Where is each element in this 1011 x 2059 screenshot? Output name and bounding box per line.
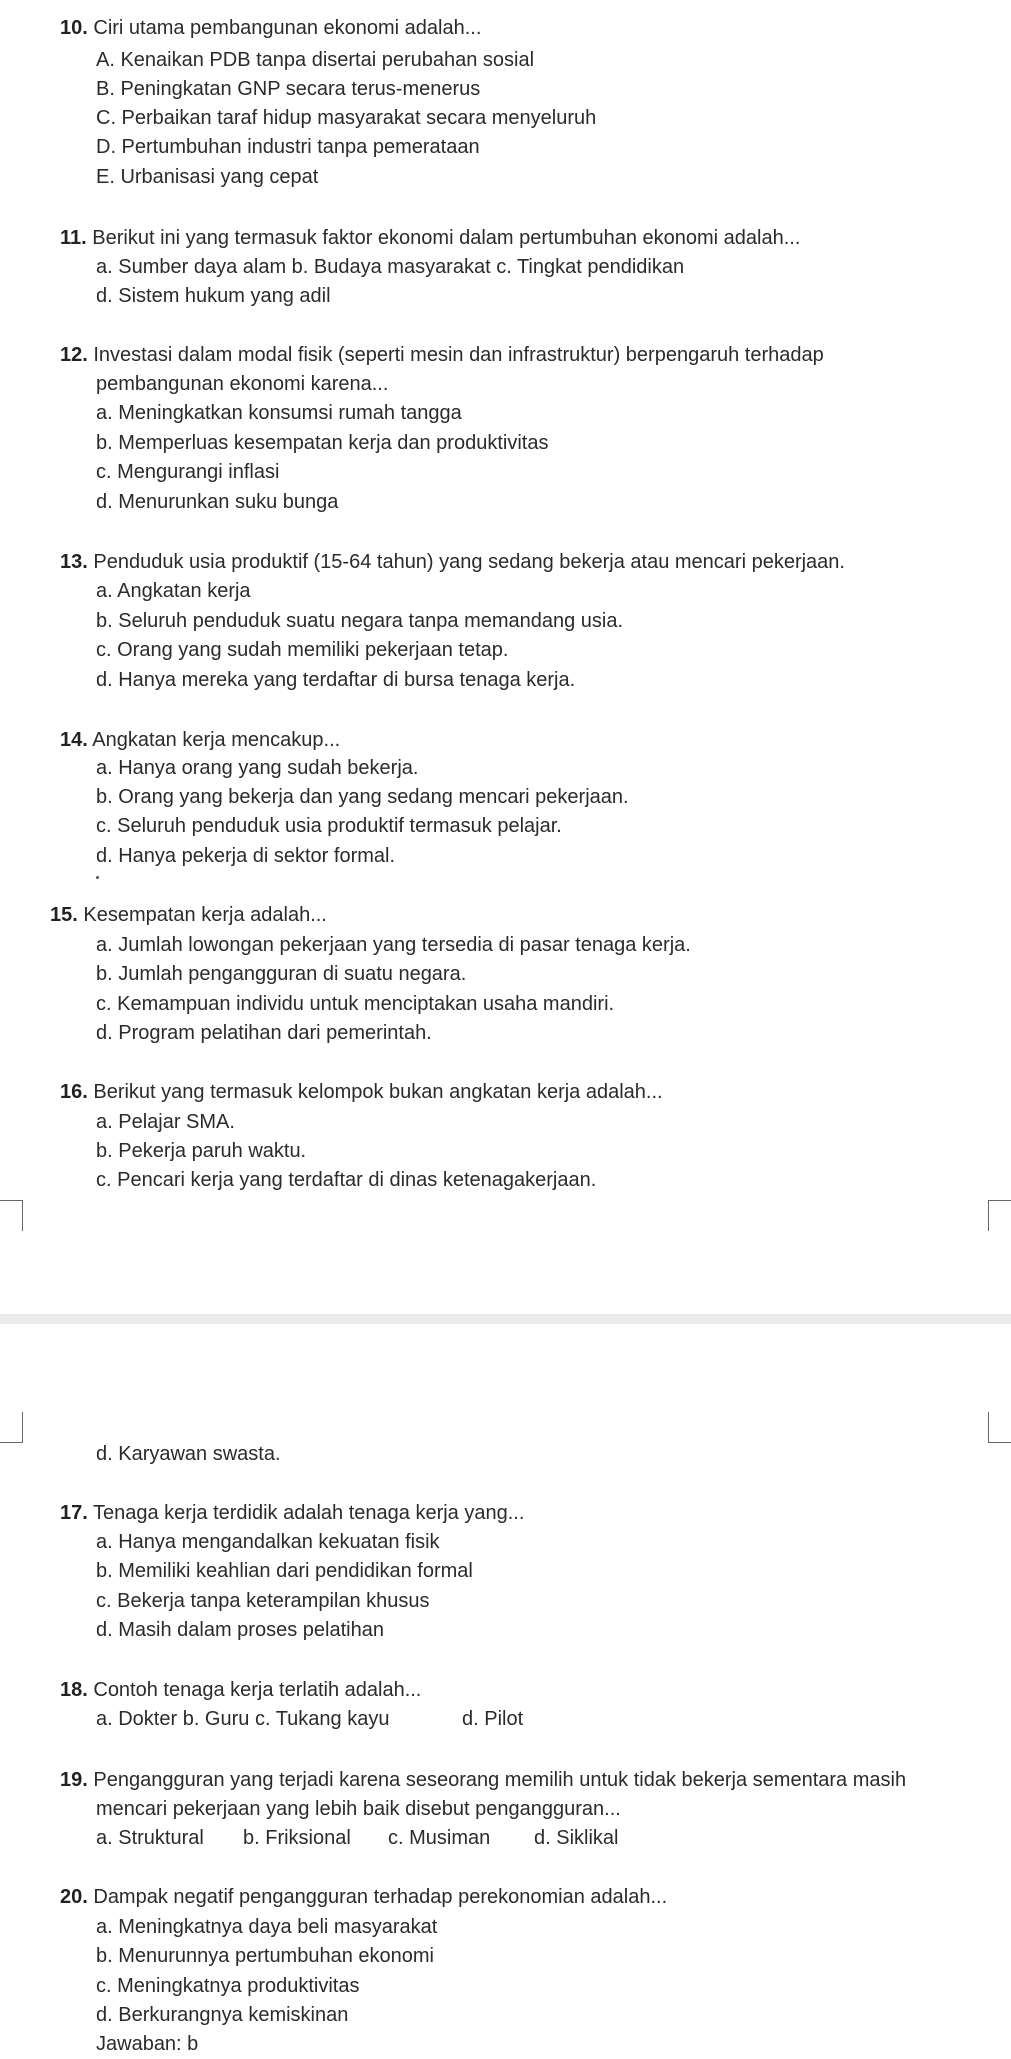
crop-mark-bottom-left (0, 1412, 23, 1443)
option-18-d: d. Pilot (462, 1708, 524, 1730)
option-17-a: a. Hanya mengandalkan kekuatan fisik (96, 1531, 440, 1553)
question-text: Ciri utama pembangunan ekonomi adalah... (87, 17, 482, 39)
stray-dot (96, 876, 99, 879)
option-13-c: c. Orang yang sudah memiliki pekerjaan tetap. (96, 639, 509, 661)
option-14-d: d. Hanya pekerja di sektor formal. (96, 845, 396, 867)
option-13-d: d. Hanya mereka yang terdaftar di bursa tenaga kerja. (96, 669, 576, 691)
option-10-e: E. Urbanisasi yang cepat (96, 166, 319, 188)
question-text: Investasi dalam modal fisik (seperti mesin dan infrastruktur) berpengaruh terhadap (87, 344, 824, 366)
question-11 (60, 224, 800, 253)
option-18-abc: a. Dokter b. Guru c. Tukang kayu (96, 1708, 390, 1730)
option-15-b: b. Jumlah pengangguran di suatu negara. (96, 963, 467, 985)
option-12-a: a. Meningkatkan konsumsi rumah tangga (96, 402, 462, 424)
option-20-d: d. Berkurangnya kemiskinan (96, 2004, 349, 2026)
crop-mark-bottom-right (988, 1412, 1011, 1443)
question-17 (60, 1499, 524, 1528)
option-17-c: c. Bekerja tanpa keterampilan khusus (96, 1590, 430, 1612)
question-20 (60, 1883, 667, 1912)
option-17-b: b. Memiliki keahlian dari pendidikan formal (96, 1560, 473, 1582)
question-14 (60, 726, 340, 755)
option-10-d: D. Pertumbuhan industri tanpa pemerataan (96, 136, 480, 158)
option-19-b: b. Friksional (243, 1827, 351, 1849)
option-10-b: B. Peningkatan GNP secara terus-menerus (96, 78, 481, 100)
question-text: Angkatan kerja mencakup... (87, 729, 341, 751)
question-number: 19. (60, 1769, 88, 1791)
question-number: 10. (60, 17, 88, 39)
question-text: Dampak negatif pengangguran terhadap perekonomian adalah... (87, 1886, 668, 1908)
option-14-a: a. Hanya orang yang sudah bekerja. (96, 757, 419, 779)
question-text: Berikut yang termasuk kelompok bukan angkatan kerja adalah... (87, 1081, 663, 1103)
option-13-a: a. Angkatan kerja (96, 580, 251, 602)
option-15-a: a. Jumlah lowongan pekerjaan yang tersedia di pasar tenaga kerja. (96, 934, 691, 956)
question-number: 12. (60, 344, 88, 366)
answer-text: Jawaban: b (96, 2033, 199, 2055)
question-text: Contoh tenaga kerja terlatih adalah... (87, 1679, 422, 1701)
question-text: Pengangguran yang terjadi karena seseorang memilih untuk tidak bekerja sementara masih (87, 1769, 907, 1791)
option-14-c: c. Seluruh penduduk usia produktif termasuk pelajar. (96, 815, 562, 837)
option-15-d: d. Program pelatihan dari pemerintah. (96, 1022, 432, 1044)
option-16-c: c. Pencari kerja yang terdaftar di dinas ketenagakerjaan. (96, 1169, 597, 1191)
page-separator (0, 1314, 1011, 1324)
question-12-continuation: pembangunan ekonomi karena... (96, 373, 389, 395)
question-18 (60, 1676, 421, 1705)
question-number: 16. (60, 1081, 88, 1103)
option-16-a: a. Pelajar SMA. (96, 1111, 235, 1133)
option-14-b: b. Orang yang bekerja dan yang sedang mencari pekerjaan. (96, 786, 629, 808)
question-text: Penduduk usia produktif (15-64 tahun) yang sedang bekerja atau mencari pekerjaan. (87, 551, 845, 573)
option-12-d: d. Menurunkan suku bunga (96, 491, 339, 513)
question-12 (60, 341, 824, 370)
question-19-continuation: mencari pekerjaan yang lebih baik disebut pengangguran... (96, 1798, 621, 1820)
question-text: Kesempatan kerja adalah... (77, 904, 327, 926)
question-number: 13. (60, 551, 88, 573)
question-text: Berikut ini yang termasuk faktor ekonomi dalam pertumbuhan ekonomi adalah... (86, 227, 801, 249)
option-12-c: c. Mengurangi inflasi (96, 461, 280, 483)
option-10-a: A. Kenaikan PDB tanpa disertai perubahan sosial (96, 49, 535, 71)
question-19 (60, 1766, 906, 1795)
option-16-d: d. Karyawan swasta. (96, 1443, 281, 1465)
question-number: 18. (60, 1679, 88, 1701)
option-13-b: b. Seluruh penduduk suatu negara tanpa memandang usia. (96, 610, 624, 632)
option-19-c: c. Musiman (388, 1827, 491, 1849)
crop-mark-top-right (988, 1200, 1011, 1231)
option-10-c: C. Perbaikan taraf hidup masyarakat secara menyeluruh (96, 107, 597, 129)
option-19-a: a. Struktural (96, 1827, 204, 1849)
question-15 (50, 901, 327, 930)
option-17-d: d. Masih dalam proses pelatihan (96, 1619, 384, 1641)
question-10 (60, 14, 481, 43)
question-number: 20. (60, 1886, 88, 1908)
option-20-a: a. Meningkatnya daya beli masyarakat (96, 1916, 438, 1938)
crop-mark-top-left (0, 1200, 23, 1231)
question-number: 11. (60, 227, 87, 249)
question-16 (60, 1078, 663, 1107)
question-13 (60, 548, 845, 577)
question-number: 14. (60, 729, 88, 751)
question-number: 15. (50, 904, 78, 926)
option-15-c: c. Kemampuan individu untuk menciptakan usaha mandiri. (96, 993, 615, 1015)
option-20-b: b. Menurunnya pertumbuhan ekonomi (96, 1945, 434, 1967)
option-12-b: b. Memperluas kesempatan kerja dan produktivitas (96, 432, 549, 454)
option-20-c: c. Meningkatnya produktivitas (96, 1975, 360, 1997)
option-11-d: d. Sistem hukum yang adil (96, 285, 331, 307)
option-19-d: d. Siklikal (534, 1827, 619, 1849)
question-number: 17. (60, 1502, 88, 1524)
option-16-b: b. Pekerja paruh waktu. (96, 1140, 307, 1162)
question-text: Tenaga kerja terdidik adalah tenaga kerja yang... (87, 1502, 525, 1524)
option-11-abc: a. Sumber daya alam b. Budaya masyarakat c. Tingkat pendidikan (96, 256, 685, 278)
